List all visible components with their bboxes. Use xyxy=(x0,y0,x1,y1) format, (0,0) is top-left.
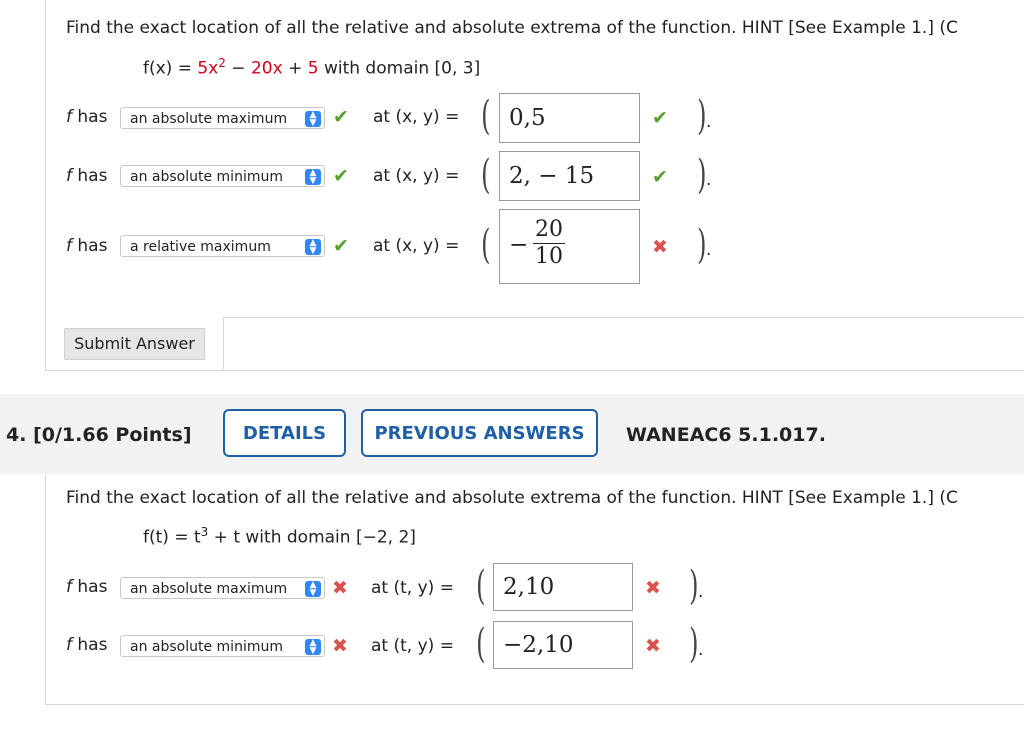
q3-function: $f(x) = 5x^2 - 20x + 5$ with domain [0, 3] xyxy=(143,56,481,79)
cross-icon: ✖ xyxy=(332,577,348,599)
q4-row1-at-label: at (t, y) = xyxy=(371,578,454,598)
q4-row2-at-label: at (t, y) = xyxy=(371,636,454,656)
q3-prompt: Find the exact location of all the relative and absolute extrema of the function. HINT [See Example 1.] (C xyxy=(66,18,958,38)
previous-answers-button[interactable]: PREVIOUS ANSWERS xyxy=(361,409,598,457)
fraction-numerator: 20 xyxy=(535,217,563,242)
q3-row1-label: f has xyxy=(66,107,108,127)
q3-row2-label: f has xyxy=(66,166,108,186)
q3-row1-answer-input[interactable]: 0,5 xyxy=(499,93,640,143)
cross-icon: ✖ xyxy=(332,635,348,657)
q3-row2-answer-input[interactable]: 2, − 15 xyxy=(499,151,640,201)
negative-sign: − xyxy=(509,232,529,258)
check-icon: ✔ xyxy=(652,166,668,188)
q4-prompt: Find the exact location of all the relative and absolute extrema of the function. HINT [See Example 1.] (C xyxy=(66,488,958,508)
select-arrows-icon: ▲ ▼ xyxy=(305,111,321,127)
select-arrows-icon: ▲ ▼ xyxy=(305,581,321,597)
q3-row2-extremum-select[interactable]: an absolute minimum ▲ ▼ xyxy=(120,165,325,187)
q4-function: $f(t) = t^3 + t$ with domain [−2, 2] xyxy=(143,525,416,548)
open-paren: ( xyxy=(476,621,486,667)
q4-row1-extremum-select[interactable]: an absolute maximum ▲ ▼ xyxy=(120,577,325,599)
q3-row1-extremum-select[interactable]: an absolute maximum ▲ ▼ xyxy=(120,107,325,129)
open-paren: ( xyxy=(476,563,486,609)
fraction-denominator: 10 xyxy=(535,244,563,269)
q3-row3-answer-input[interactable] xyxy=(499,209,640,284)
q3-row3-at-label: at (x, y) = xyxy=(373,236,460,256)
q3-row3-label: f has xyxy=(66,236,108,256)
cross-icon: ✖ xyxy=(645,635,661,657)
period: . xyxy=(706,112,712,132)
check-icon: ✔ xyxy=(333,235,349,257)
check-icon: ✔ xyxy=(652,107,668,129)
question-code: WANEAC6 5.1.017. xyxy=(626,424,826,446)
period: . xyxy=(706,240,712,260)
close-paren: ) xyxy=(689,621,699,667)
q3-row1-at-label: at (x, y) = xyxy=(373,107,460,127)
check-icon: ✔ xyxy=(333,106,349,128)
q4-row2-extremum-select[interactable]: an absolute minimum ▲ ▼ xyxy=(120,635,325,657)
q3-row3-extremum-select[interactable]: a relative maximum ▲ ▼ xyxy=(120,235,325,257)
period: . xyxy=(698,582,704,602)
question-4-number: 4. [0/1.66 Points] xyxy=(6,424,192,446)
details-button[interactable]: DETAILS xyxy=(223,409,346,457)
close-paren: ) xyxy=(697,222,707,268)
select-arrows-icon: ▲ ▼ xyxy=(305,239,321,255)
submit-answer-button[interactable]: Submit Answer xyxy=(64,328,205,360)
select-arrows-icon: ▲ ▼ xyxy=(305,639,321,655)
check-icon: ✔ xyxy=(333,165,349,187)
period: . xyxy=(698,640,704,660)
period: . xyxy=(706,170,712,190)
open-paren: ( xyxy=(481,222,491,268)
select-arrows-icon: ▲ ▼ xyxy=(305,169,321,185)
q4-row2-label: f has xyxy=(66,635,108,655)
open-paren: ( xyxy=(481,93,491,139)
close-paren: ) xyxy=(689,563,699,609)
close-paren: ) xyxy=(697,152,707,198)
submit-divider-vertical xyxy=(223,317,224,370)
cross-icon: ✖ xyxy=(645,577,661,599)
close-paren: ) xyxy=(697,93,707,139)
q3-row2-at-label: at (x, y) = xyxy=(373,166,460,186)
q4-row1-label: f has xyxy=(66,577,108,597)
cross-icon: ✖ xyxy=(652,236,668,258)
answer-fraction xyxy=(533,217,565,270)
q4-row1-answer-input[interactable]: 2,10 xyxy=(493,563,633,611)
submit-divider xyxy=(223,317,1024,318)
q4-row2-answer-input[interactable]: −2,10 xyxy=(493,621,633,669)
open-paren: ( xyxy=(481,152,491,198)
